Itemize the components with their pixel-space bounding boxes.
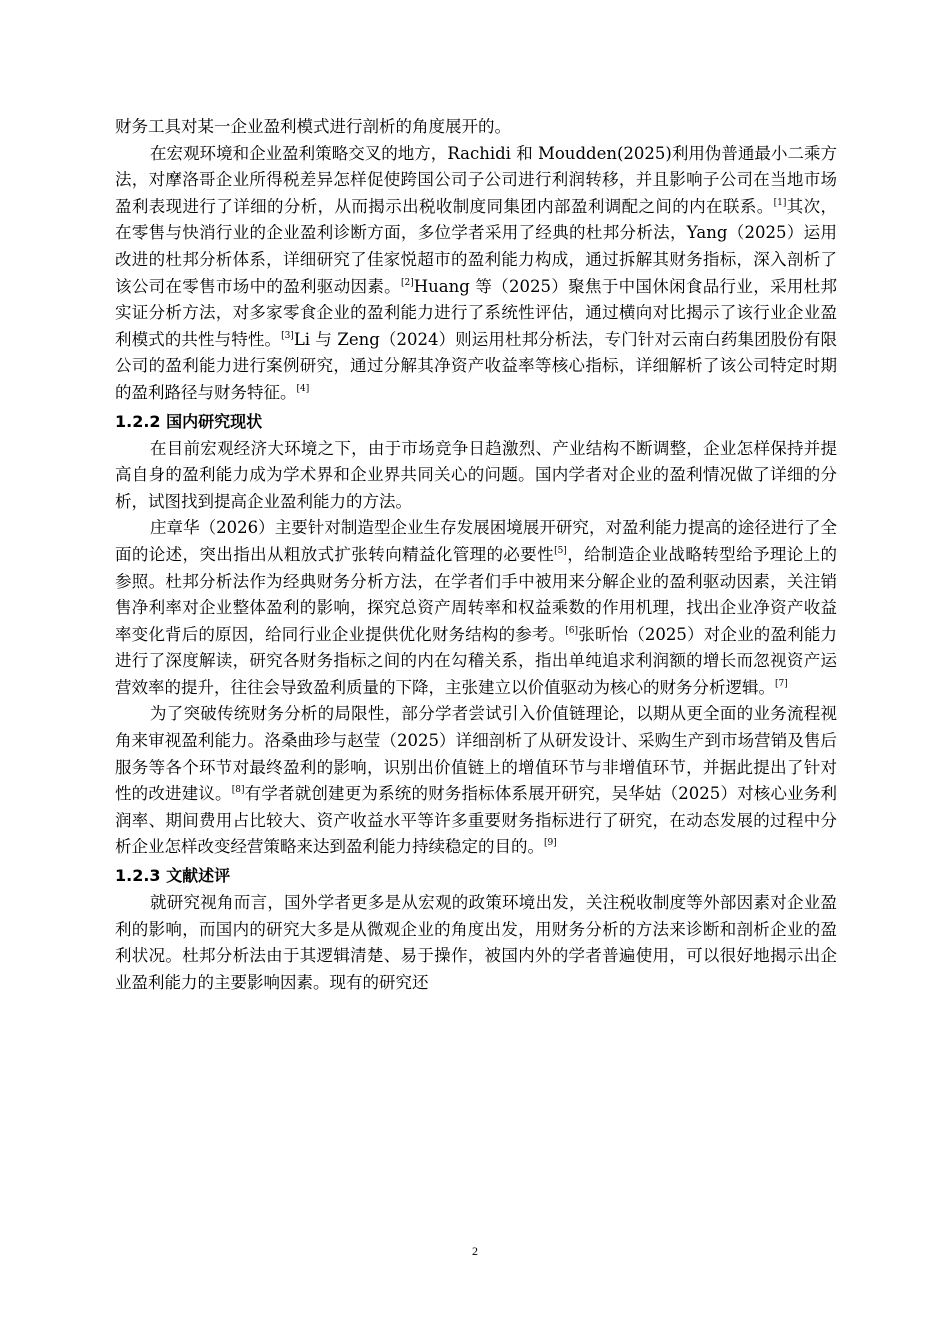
citation-ref: [4] [296,383,310,394]
paragraph-domestic-2 [115,515,837,701]
text-segment: Huang 等（2025）聚焦于中国休闲食品行业，采用杜邦实证分析方法，对多家零食企业的盈利能力进行了系统性评估，通过横向对比揭示了该行业企业盈利模式的共性与特性。 [115,276,837,349]
citation-ref: [5] [554,545,567,556]
paragraph-domestic-1 [115,436,837,516]
text-segment: 为了突破传统财务分析的局限性，部分学者尝试引入价值链理论，以期从更全面的业务流程视角来审视盈利能力。洛桑曲珍与赵莹（2025）详细剖析了从研发设计、采购生产到市场营销及售后服务等各个环节对最终盈利的影响，识别出价值链上的增值环节与非增值环节，并据此提出了针对性的改进建议。 [115,704,837,804]
citation-ref: [3] [281,330,294,341]
citation-ref: [1] [773,197,787,208]
text-segment: 在目前宏观经济大环境之下，由于市场竞争日趋激烈、产业结构不断调整，企业怎样保持并提高自身的盈利能力成为学术界和企业界共同关心的问题。国内学者对企业的盈利情况做了详细的分析，试图找到提高企业盈利能力的方法。 [115,438,837,511]
paragraph-intro-tail [115,114,837,141]
text-segment: Li 与 Zeng（2024）则运用杜邦分析法，专门针对云南白药集团股份有限公司的盈利能力进行案例研究，通过分解其净资产收益率等核心指标，详细解析了该公司特定时期的盈利路径与财务特征。 [115,329,838,402]
citation-ref: [6] [565,625,579,636]
citation-ref: [2] [401,277,414,288]
text-segment: 在宏观环境和企业盈利策略交叉的地方，Rachidi 和 Moudden(2025)利用伪普通最小二乘方法，对摩洛哥企业所得税差异怎样促使跨国公司子公司进行利润转移，并且影响子公司在当地市场盈利表现进行了详细的分析，从而揭示出税收制度同集团内部盈利调配之间的内在联系。 [115,143,837,216]
paragraphs-top [115,114,837,407]
text-segment: 其次，在零售与快消行业的企业盈利诊断方面，多位学者采用了经典的杜邦分析法，Yang（2025）运用改进的杜邦分析体系，详细研究了佳家悦超市的盈利能力构成，通过拆解其财务指标，深入剖析了该公司在零售市场中的盈利驱动因素。 [115,196,838,296]
citation-ref: [9] [544,838,557,849]
section-heading-1-2-2: 1.2.2 国内研究现状 [115,411,263,431]
text-segment: 就研究视角而言，国外学者更多是从宏观的政策环境出发，关注税收制度等外部因素对企业盈利的影响，而国内的研究大多是从微观企业的角度出发，用财务分析的方法来诊断和剖析企业的盈利状况。杜邦分析法由于其逻辑清楚、易于操作，被国内外的学者普遍使用，可以很好地揭示出企业盈利能力的主要影响因素。现有的研究还 [115,893,837,992]
paragraphs-1-2-3 [115,890,837,996]
section-heading-1-2-3: 1.2.3 文献述评 [115,866,231,886]
document-body [115,114,837,996]
paragraph-review-1 [115,890,837,996]
paragraph-foreign-2 [115,141,837,407]
text-segment: 张昕怡（2025）对企业的盈利能力进行了深度解读，研究各财务指标之间的内在勾稽关系，指出单纯追求利润额的增长而忽视资产运营效率的提升，往往会导致盈利质量的下降，主张建立以价值驱动为核心的财务分析逻辑。 [115,624,837,697]
citation-ref: [8] [231,785,245,796]
text-segment: 财务工具对某一企业盈利模式进行剖析的角度展开的。 [115,117,511,136]
text-segment: ，给制造企业战略转型给予理论上的参照。杜邦分析法作为经典财务分析方法，在学者们手中被用来分解企业的盈利驱动因素，关注销售净利率对企业整体盈利的影响，探究总资产周转率和权益乘数的作用机理，找出企业净资产收益率变化背后的原因，给同行业企业提供优化财务结构的参考。 [115,544,838,644]
text-segment: 庄章华（2026）主要针对制造型企业生存发展困境展开研究，对盈利能力提高的途径进行了全面的论述，突出指出从粗放式扩张转向精益化管理的必要性 [115,518,837,564]
page-number: 2 [472,1244,478,1258]
text-segment: 有学者就创建更为系统的财务指标体系展开研究，吴华姑（2025）对核心业务利润率、期间费用占比较大、资产收益水平等许多重要财务指标进行了研究，在动态发展的过程中分析企业怎样改变经营策略来达到盈利能力持续稳定的目的。 [115,784,838,857]
paragraphs-1-2-2 [115,436,837,862]
paragraph-domestic-3 [115,701,837,861]
citation-ref: [7] [775,678,788,689]
